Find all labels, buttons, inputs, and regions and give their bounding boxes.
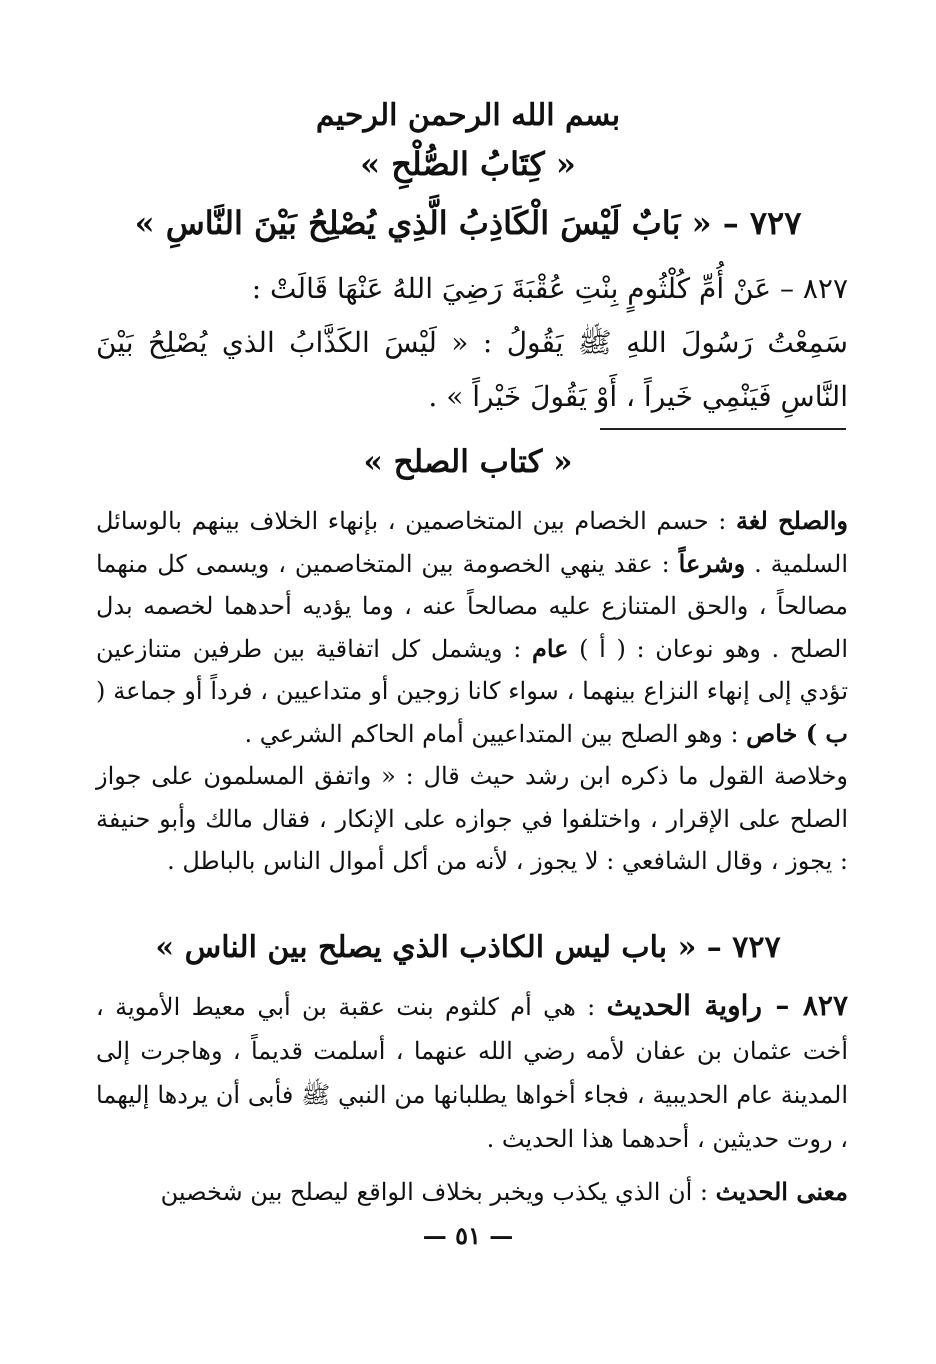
book-title: « كِتَابُ الصُّلْحِ » [360,145,576,183]
meaning-section [96,1170,848,1214]
narrator-section [96,984,848,1161]
meaning-label: معنى الحديث [715,1177,848,1206]
definition-text-4: : وهو الصلح بين المتداعيين أمام الحاكم الشرعي . [244,719,747,748]
chapter-heading-commentary: ٧٢٧ – « باب ليس الكاذب الذي يصلح بين الناس » [155,930,781,965]
commentary-title: « كتاب الصلح » [363,444,573,480]
hadith-isnad: ٨٢٧ – عَنْ أُمِّ كُلْثُومٍ بِنْتِ عُقْبَةَ رَضِيَ اللهُ عَنْهَا قَالَتْ : [251,272,848,305]
term-shar: وشرعاً [678,548,746,578]
commentary-section [96,500,848,883]
chapter-heading: ٧٢٧ – « بَابٌ لَيْسَ الْكَاذِبُ الَّذِي يُصْلِحُ بَيْنَ النَّاسِ » [134,204,802,242]
basmala: بسم الله الرحمن الرحيم [315,98,621,133]
hadith-text [96,262,848,424]
definition-text-3: : ويشمل كل اتفاقية بين طرفين متنازعين تؤدي إلى إنهاء النزاع بينهما ، سواء كانا زوجين أو متداعيين ، فرداً أو جماعة ( [96,634,848,705]
narrator-text: : هي أم كلثوم بنت عقبة بن أبي معيط الأموية ، أخت عثمان بن عفان لأمه رضي الله عنهما ، أسلمت قديماً ، وهاجرت إلى المدينة عام الحديبية ، فجاء أخواها يطلبانها من النبي ﷺ فأبى أن يردها إليهما ، روت حديثين ، أحدهما هذا الحديث . [96,993,848,1153]
term-specific: ب ) خاص [746,718,848,748]
narrator-label: ٨٢٧ – راوية الحديث [606,989,848,1022]
divider-rule [600,428,846,430]
commentary-paragraph-summary: وخلاصة القول ما ذكره ابن رشد حيث قال : « واتفق المسلمون على جواز الصلح على الإقرار ، واختلفوا في جوازه على الإنكار ، فقال مالك وأبو حنيفة : يجوز ، وقال الشافعي : لا يجوز ، لأنه من أكل أموال الناس بالباطل . [96,762,848,875]
definition-text-2: : عقد ينهي الخصومة بين المتخاصمين ، ويسمى كل منهما مصالحاً ، والحق المتنازع عليه مصالحاً عنه ، وما يؤديه أحدهما لخصمه بدل الصلح . وهو نوعان : ( أ ) [96,549,849,663]
page-number: — ٥١ — [422,1221,514,1250]
term-general: عام [531,633,569,663]
meaning-paragraph [96,1170,848,1214]
commentary-paragraph-definition [96,500,848,755]
narrator-paragraph [96,984,848,1161]
term-lughah: والصلح لغة [736,506,849,535]
hadith-matn: سَمِعْتُ رَسُولَ اللهِ ﷺ يَقُولُ : « لَيْسَ الكَذَّابُ الذي يُصْلِحُ بَيْنَ النَّاسِ فَيَنْمِي خَيراً ، أَوْ يَقُولَ خَيْراً » . [96,326,848,413]
meaning-text: : أن الذي يكذب ويخبر بخلاف الواقع ليصلح بين شخصين [160,1178,716,1206]
definition-text-1: : حسم الخصام بين المتخاصمين ، بإنهاء الخلاف بينهم بالوسائل السلمية . [96,507,848,578]
